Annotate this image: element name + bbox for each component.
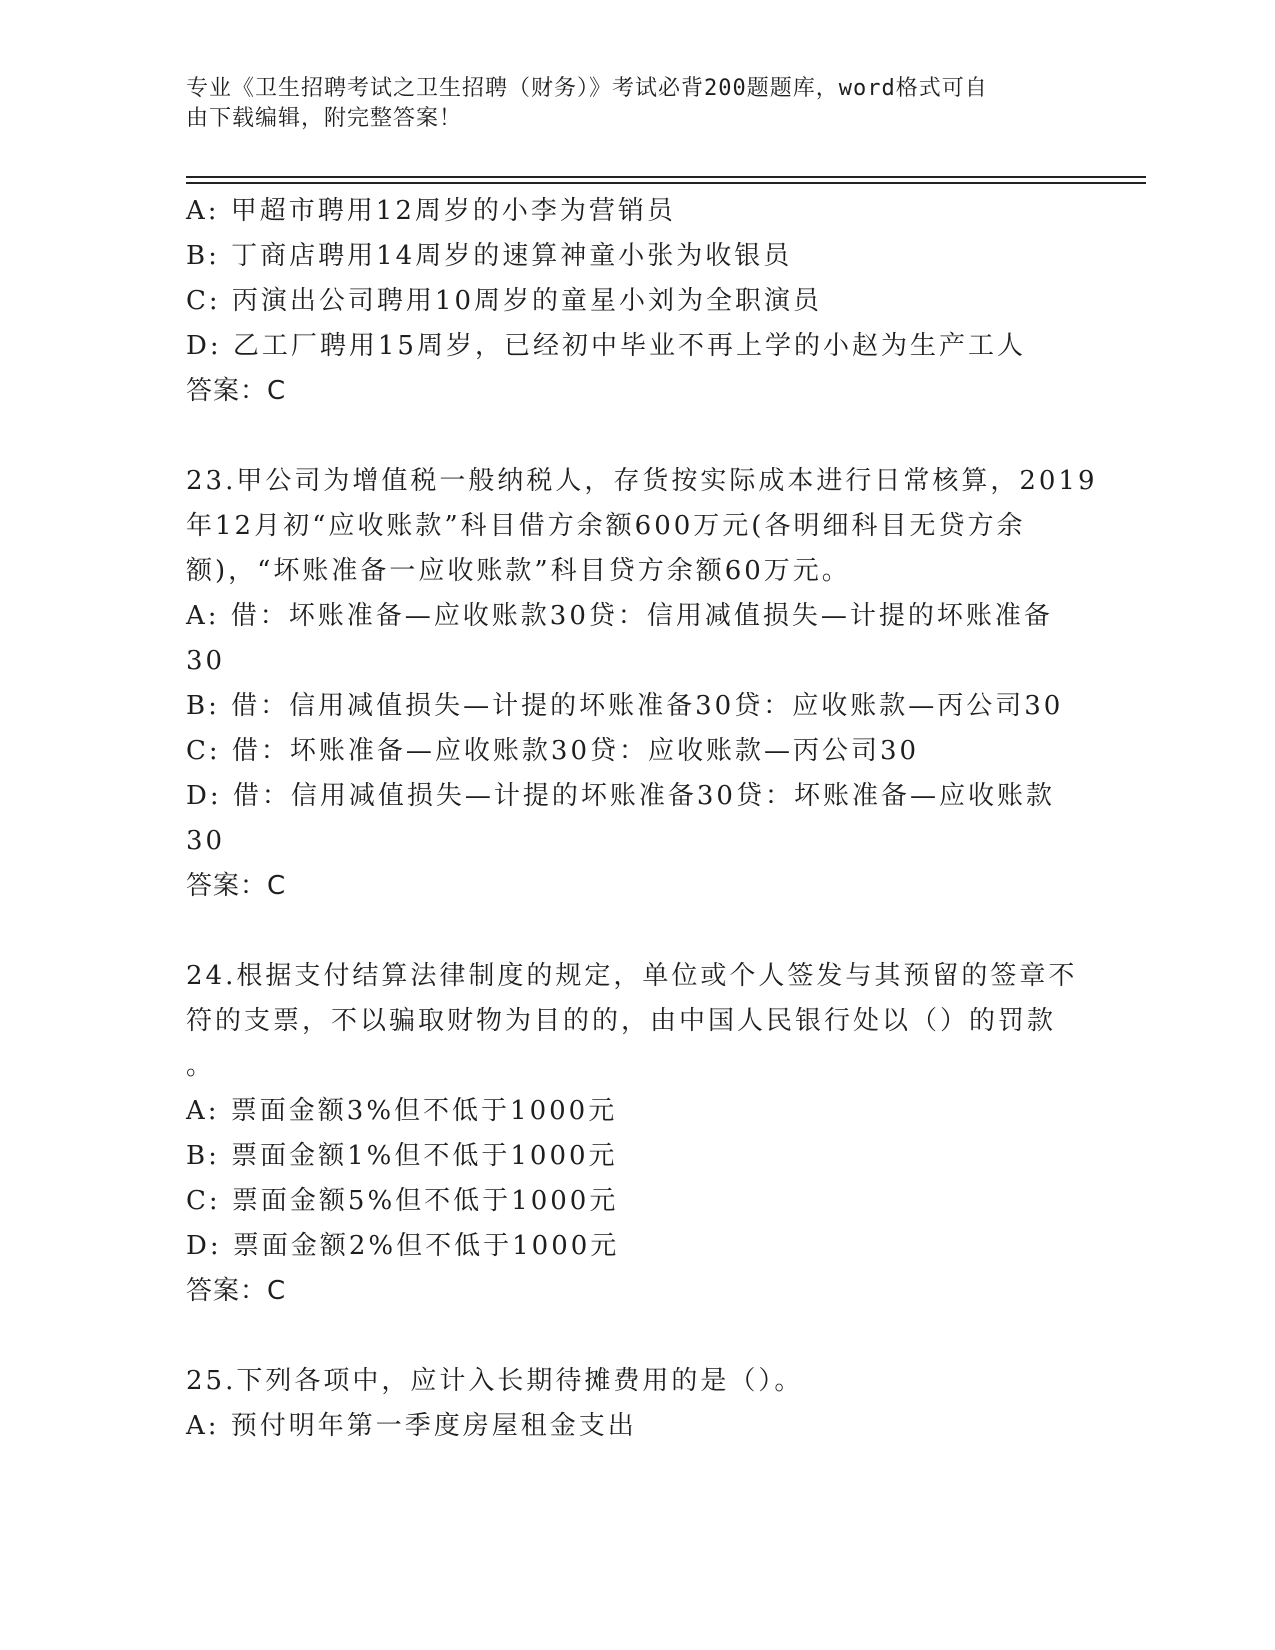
document-body <box>186 189 1098 1449</box>
option-d: D: 乙工厂聘用15周岁，已经初中毕业不再上学的小赵为生产工人 <box>186 331 1026 361</box>
question-stem-line: 。 <box>186 1051 216 1081</box>
spacer <box>186 414 1086 459</box>
answer-line: 答案：C <box>186 376 287 406</box>
spacer <box>186 909 1086 954</box>
option-d-continued: 30 <box>186 826 226 856</box>
answer-line: 答案：C <box>186 871 287 901</box>
document-header <box>186 74 1066 134</box>
option-a: A: 票面金额3%但不低于1000元 <box>186 1096 618 1126</box>
option-a-continued: 30 <box>186 646 226 676</box>
option-d: D: 票面金额2%但不低于1000元 <box>186 1231 620 1261</box>
option-c: C: 借：坏账准备—应收账款30贷：应收账款—丙公司30 <box>186 736 920 766</box>
header-divider-bottom <box>186 182 1146 184</box>
question-stem-line: 额)，“坏账准备一应收账款”科目贷方余额60万元。 <box>186 556 851 586</box>
question-22-block <box>186 189 1086 414</box>
question-25-block <box>186 1359 1086 1449</box>
question-stem-line: 23.甲公司为增值税一般纳税人，存货按实际成本进行日常核算，2019 <box>186 466 1098 496</box>
option-c: C: 票面金额5%但不低于1000元 <box>186 1186 619 1216</box>
option-b: B: 丁商店聘用14周岁的速算神童小张为收银员 <box>186 241 793 271</box>
spacer <box>186 1314 1086 1359</box>
option-d: D: 借：信用减值损失—计提的坏账准备30贷：坏账准备—应收账款 <box>186 781 1055 811</box>
option-b: B: 票面金额1%但不低于1000元 <box>186 1141 618 1171</box>
answer-line: 答案：C <box>186 1276 287 1306</box>
question-stem-line: 年12月初“应收账款”科目借方余额600万元(各明细科目无贷方余 <box>186 511 1026 541</box>
question-23-block <box>186 459 1098 909</box>
option-a: A: 预付明年第一季度房屋租金支出 <box>186 1411 637 1441</box>
question-stem-line: 25.下列各项中，应计入长期待摊费用的是（）。 <box>186 1366 804 1396</box>
question-stem-line: 符的支票，不以骗取财物为目的的，由中国人民银行处以（）的罚款 <box>186 1006 1057 1036</box>
question-stem-line: 24.根据支付结算法律制度的规定，单位或个人签发与其预留的签章不 <box>186 961 1078 991</box>
option-a: A: 借：坏账准备—应收账款30贷：信用减值损失—计提的坏账准备 <box>186 601 1053 631</box>
question-24-block <box>186 954 1086 1314</box>
header-divider-top <box>186 176 1146 178</box>
header-line-1: 专业《卫生招聘考试之卫生招聘（财务）》考试必背200题题库，word格式可自 <box>186 76 988 101</box>
option-a: A: 甲超市聘用12周岁的小李为营销员 <box>186 196 676 226</box>
header-line-2: 由下载编辑，附完整答案！ <box>186 106 463 131</box>
option-c: C: 丙演出公司聘用10周岁的童星小刘为全职演员 <box>186 286 823 316</box>
option-b: B: 借：信用减值损失—计提的坏账准备30贷：应收账款—丙公司30 <box>186 691 1064 721</box>
